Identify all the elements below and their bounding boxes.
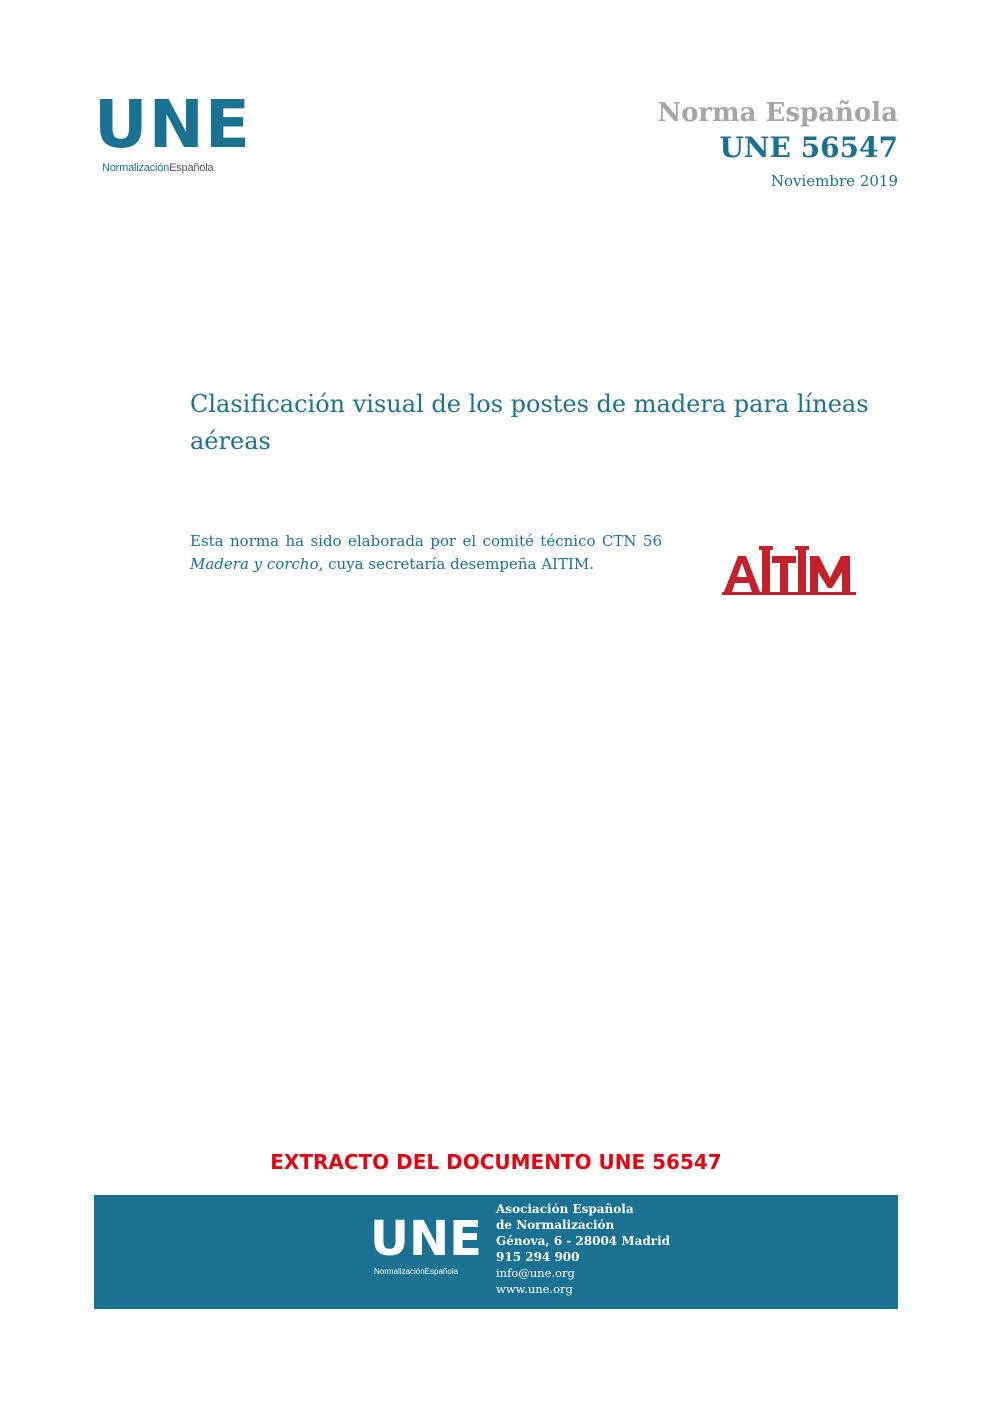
footer-band [94,1195,898,1309]
extract-notice: EXTRACTO DEL DOCUMENTO UNE 56547 [270,1150,722,1174]
footer-org-line1: Asociación Española [496,1202,634,1216]
standard-header [657,96,898,190]
footer-address: Génova, 6 - 28004 Madrid [496,1234,671,1248]
document-title: Clasificación visual de los postes de madera para líneas aéreas [190,390,869,455]
une-logo-word: UNE [94,86,251,163]
une-logo-subtitle [102,162,213,174]
committee-name: Madera y corcho [190,555,319,573]
standard-code: UNE 56547 [719,131,898,164]
footer-email[interactable]: info@une.org [496,1266,575,1280]
footer-phone: 915 294 900 [496,1250,580,1264]
aitim-logo-graphic [722,542,858,598]
footer-logo-word: UNE [370,1211,482,1267]
une-logo-sub-b: Española [169,162,214,174]
une-logo [94,86,251,182]
une-logo-sub-a: Normalización [102,162,170,174]
committee-prefix: Esta norma ha sido elaborada por el comité técnico CTN 56 [190,532,662,550]
publication-date: Noviembre 2019 [770,172,898,190]
norma-label: Norma Española [657,98,898,128]
footer-logo-subtitle: NormalizaciónEspañola [374,1267,459,1276]
footer-une-logo [370,1211,482,1285]
aitim-logo [722,542,858,598]
committee-paragraph [190,530,662,576]
committee-suffix: , cuya secretaría desempeña AITIM. [318,555,595,573]
footer-org-line2: de Normalización [496,1218,615,1232]
footer-web[interactable]: www.une.org [496,1282,573,1296]
footer-address-block [496,1201,670,1297]
